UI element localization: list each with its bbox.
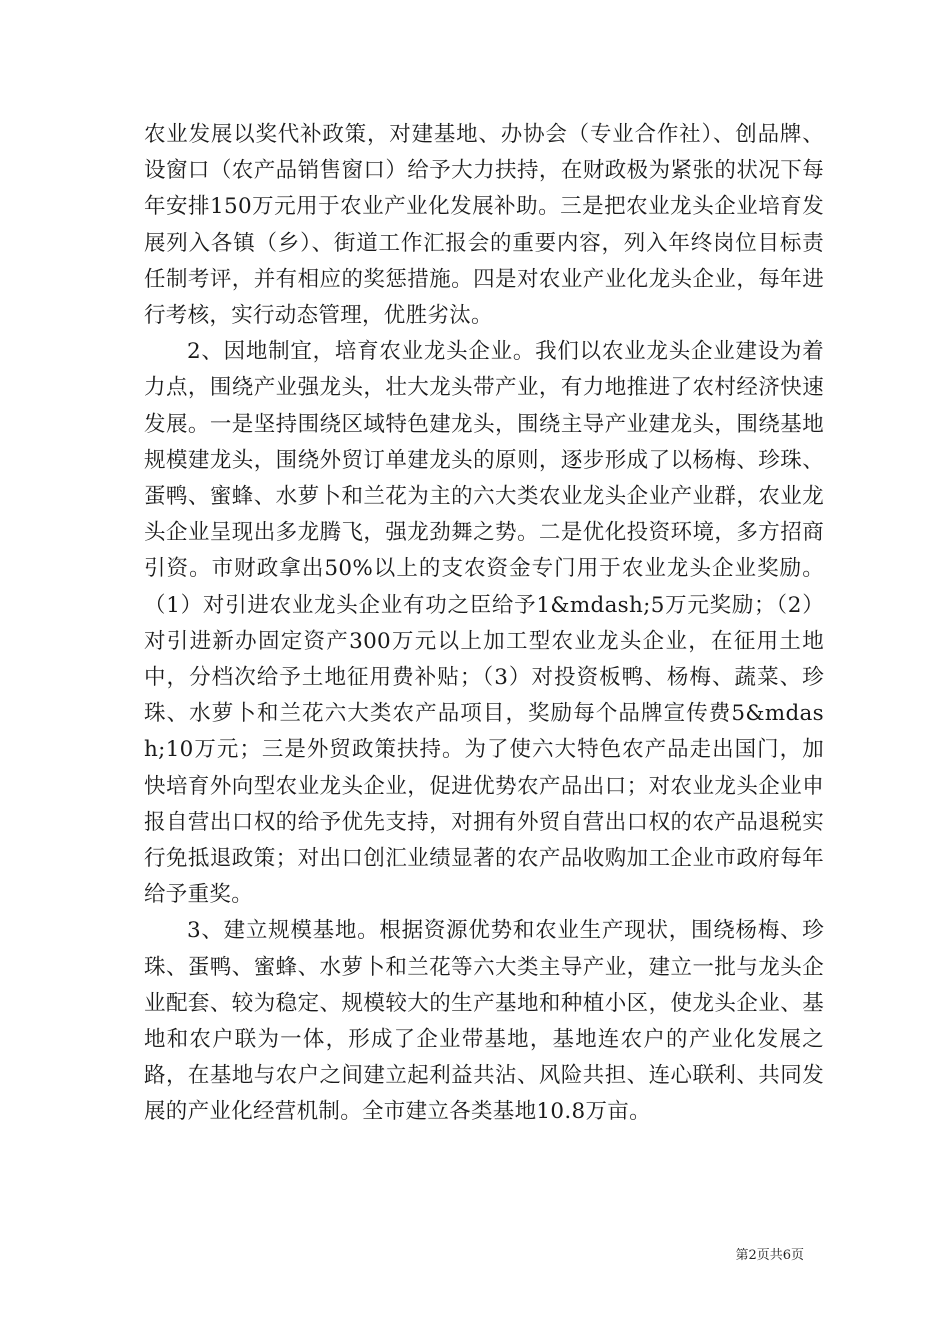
paragraph-policy-support: 农业发展以奖代补政策，对建基地、办协会（专业合作社）、创品牌、设窗口（农产品销售窗口）给予大力扶持，在财政极为紧张的状况下每年安排150万元用于农业产业化发展补助。三是把农业龙头企业培育发展列入各镇（乡）、街道工作汇报会的重要内容，列入年终岗位目标责任制考评，并有相应的奖惩措施。四是对农业产业化龙头企业，每年进行考核，实行动态管理，优胜劣汰。: [144, 122, 824, 329]
paragraph-scale-bases: 3、建立规模基地。根据资源优势和农业生产现状，围绕杨梅、珍珠、蛋鸭、蜜蜂、水萝卜和兰花等六大类主导产业，建立一批与龙头企业配套、较为稳定、规模较大的生产基地和种植小区，使龙头企业、基地和农户联为一体，形成了企业带基地，基地连农户的产业化发展之路，在基地与农户之间建立起利益共沾、风险共担、连心联利、共同发展的产业化经营机制。全市建立各类基地10.8万亩。: [144, 918, 824, 1125]
page-number: 第2页共6页: [735, 1248, 804, 1263]
body-text: [144, 117, 824, 1131]
paragraph-cultivate-enterprises: 2、因地制宜，培育农业龙头企业。我们以农业龙头企业建设为着力点，围绕产业强龙头，壮大龙头带产业，有力地推进了农村经济快速发展。一是坚持围绕区域特色建龙头，围绕主导产业建龙头，围绕基地规模建龙头，围绕外贸订单建龙头的原则，逐步形成了以杨梅、珍珠、蛋鸭、蜜蜂、水萝卜和兰花为主的六大类农业龙头企业产业群，农业龙头企业呈现出多龙腾飞，强龙劲舞之势。二是优化投资环境，多方招商引资。市财政拿出50%以上的支农资金专门用于农业龙头企业奖励。（1）对引进农业龙头企业有功之臣给予1&mdash;5万元奖励；（2）对引进新办固定资产300万元以上加工型农业龙头企业，在征用土地中，分档次给予土地征用费补贴；（3）对投资板鸭、杨梅、蔬菜、珍珠、水萝卜和兰花六大类农产品项目，奖励每个品牌宣传费5&mdash;10万元；三是外贸政策扶持。为了使六大特色农产品走出国门，加快培育外向型农业龙头企业，促进优势农产品出口；对农业龙头企业申报自营出口权的给予优先支持，对拥有外贸自营出口权的农产品退税实行免抵退政策；对出口创汇业绩显著的农产品收购加工企业市政府每年给予重奖。: [144, 339, 824, 908]
